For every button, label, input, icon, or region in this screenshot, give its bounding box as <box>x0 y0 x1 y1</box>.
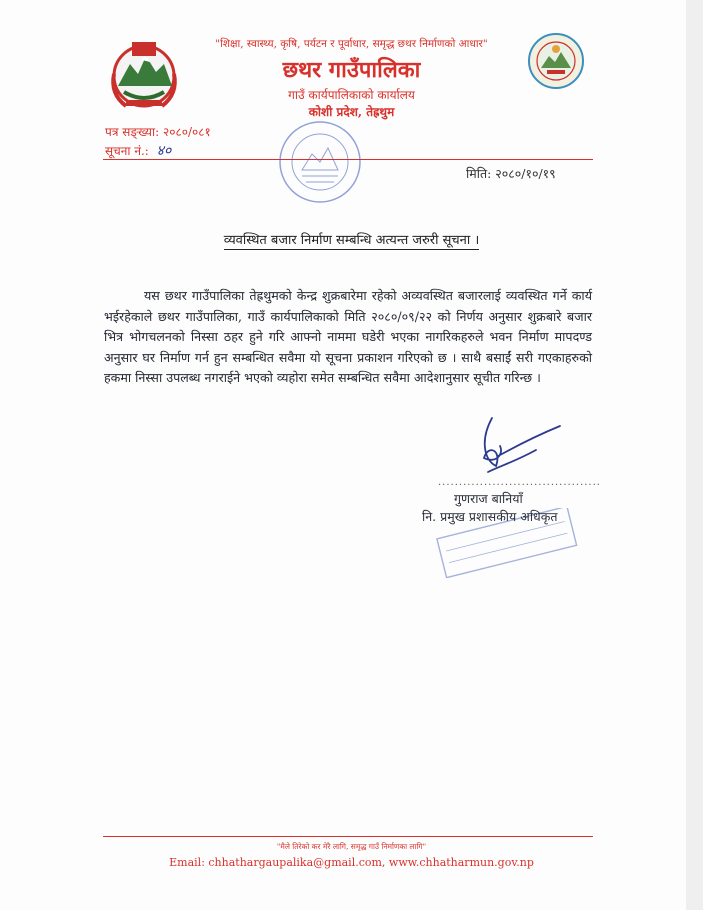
office-address: कोशी प्रदेश, तेह्रथुम <box>308 105 395 119</box>
letter-number <box>105 123 211 140</box>
footer-divider <box>103 836 593 837</box>
letter-number-value: २०८०/०८१ <box>162 125 211 139</box>
office-name: गाउँ कार्यपालिकाको कार्यालय <box>288 88 415 102</box>
signatory-title: नि. प्रमुख प्रशासकीय अधिकृत <box>422 509 558 524</box>
notice-subject <box>0 230 703 248</box>
notice-number-value: ४० <box>156 143 172 159</box>
notice-number-label: सूचना नं.: <box>105 144 149 158</box>
signature-line: ....................................... <box>438 477 601 488</box>
footer-tagline: "मैले तिरेको कर मेरै लागि, समृद्ध गाउँ निर्माणका लागि" <box>276 842 427 851</box>
notice-number <box>105 141 171 160</box>
slogan: "शिक्षा, स्वास्थ्य, कृषि, पर्यटन र पूर्वाधार, समृद्ध छथर निर्माणको आधार" <box>215 38 488 50</box>
footer-contact: Email: chhathargaupalika@gmail.com, www.chhatharmun.gov.np <box>169 856 534 869</box>
letter-date: मिति: २०८०/१०/१९ <box>466 166 556 181</box>
office-stamp <box>272 114 368 210</box>
signatory-name: गुणराज बानियाँ <box>454 491 523 506</box>
org-name: छथर गाउँपालिका <box>282 57 421 83</box>
notice-subject-text: व्यवस्थित बजार निर्माण सम्बन्धि अत्यन्त जरुरी सूचना । <box>223 233 480 248</box>
notice-body: यस छथर गाउँपालिका तेह्रथुमको केन्द्र शुक्रबारेमा रहेको अव्यवस्थित बजारलाई व्यवस्थित गर्ने कार्य भईरहेकाले छथर गाउँपालिका, गाउँ कार्यपालिकाको मिति २०८०/०९/२२ को निर्णय अनुसार शुक्रबारे बजार भित्र भोगचलनको निस्सा ठहर हुने गरि आफ्नो नाममा घडेरी भएका नागरिकहरुले भवन निर्माण मापदण्ड अनुसार घर निर्माण गर्न हुन सम्बन्धित सवैमा यो सूचना प्रकाशन गरिएको छ । साथै बसाईं सरी गएकाहरुको हकमा निस्सा उपलब्ध नगराईने भएको व्यहोरा समेत सम्बन्धित सवैमा आदेशानुसार सूचीत गरिन्छ । <box>104 288 592 386</box>
page-edge <box>686 0 703 910</box>
letter-number-label: पत्र सङ्ख्या: <box>105 125 160 139</box>
